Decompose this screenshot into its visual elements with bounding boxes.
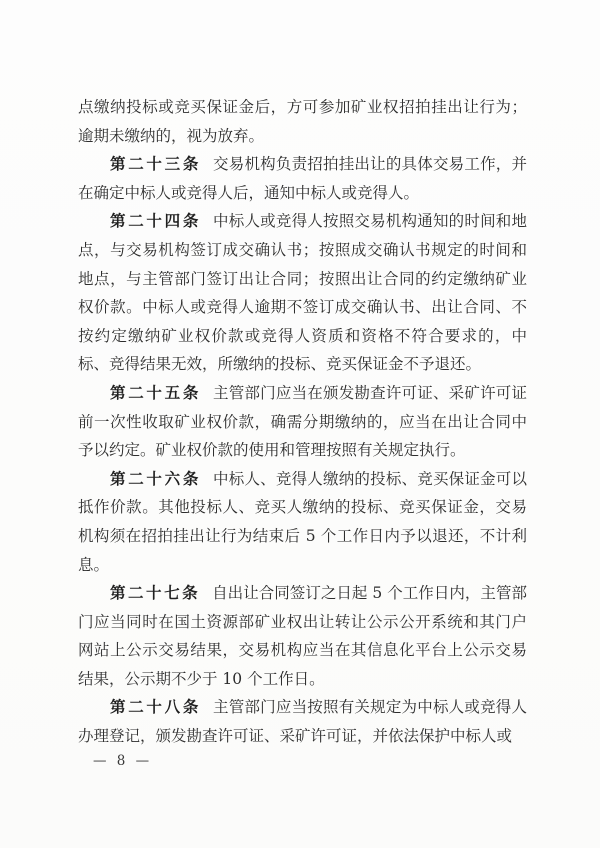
article-23-paragraph xyxy=(78,150,527,207)
article-25-heading: 第二十五条 xyxy=(110,382,202,402)
article-24-paragraph xyxy=(78,207,527,379)
article-25-paragraph xyxy=(78,379,527,465)
article-23-heading: 第二十三条 xyxy=(110,154,202,174)
paragraph-text: 自出让合同签订之日起 5 个工作日内，主管部门应当同时在国土资源部矿业权出让转让公示公开系统和其门户网站上公示交易结果，交易机构应当在其信息化平台上公示交易结果，公示期不少于 10 个工作日。 xyxy=(78,584,527,688)
paragraph-text: 中标人或竞得人按照交易机构通知的时间和地点，与交易机构签订成交确认书；按照成交确认书规定的时间和地点，与主管部门签订出让合同；按照出让合同的约定缴纳矿业权价款。中标人或竞得人逾期不签订成交确认书、出让合同、不按约定缴纳矿业权价款或竞得人资质和资格不符合要求的，中标、竞得结果无效，所缴纳的投标、竞买保证金不予退还。 xyxy=(78,212,527,374)
article-28-heading: 第二十八条 xyxy=(110,697,202,717)
paragraph-text: 交易机构负责招拍挂出让的具体交易工作，并在确定中标人或竞得人后，通知中标人或竞得人。 xyxy=(78,155,527,202)
page-number: — 8 — xyxy=(93,753,153,769)
paragraph-text: 中标人、竞得人缴纳的投标、竞买保证金可以抵作价款。其他投标人、竞买人缴纳的投标、竞买保证金，交易机构须在招拍挂出让行为结束后 5 个工作日内予以退还，不计利息。 xyxy=(78,469,527,574)
article-28-paragraph xyxy=(78,693,527,750)
document-body xyxy=(78,93,527,751)
article-26-heading: 第二十六条 xyxy=(110,468,202,488)
continuation-paragraph xyxy=(78,93,527,150)
article-26-paragraph xyxy=(78,465,527,579)
paragraph-text: 点缴纳投标或竞买保证金后，方可参加矿业权招拍挂出让行为；逾期未缴纳的，视为放弃。 xyxy=(78,98,527,145)
paragraph-text: 主管部门应当在颁发勘查许可证、采矿许可证前一次性收取矿业权价款，确需分期缴纳的，应当在出让合同中予以约定。矿业权价款的使用和管理按照有关规定执行。 xyxy=(78,383,527,460)
article-27-paragraph xyxy=(78,579,527,693)
paragraph-text: 主管部门应当按照有关规定为中标人或竞得人办理登记，颁发勘查许可证、采矿许可证，并依法保护中标人或 xyxy=(78,698,527,746)
article-27-heading: 第二十七条 xyxy=(110,583,201,603)
article-24-heading: 第二十四条 xyxy=(110,211,202,231)
